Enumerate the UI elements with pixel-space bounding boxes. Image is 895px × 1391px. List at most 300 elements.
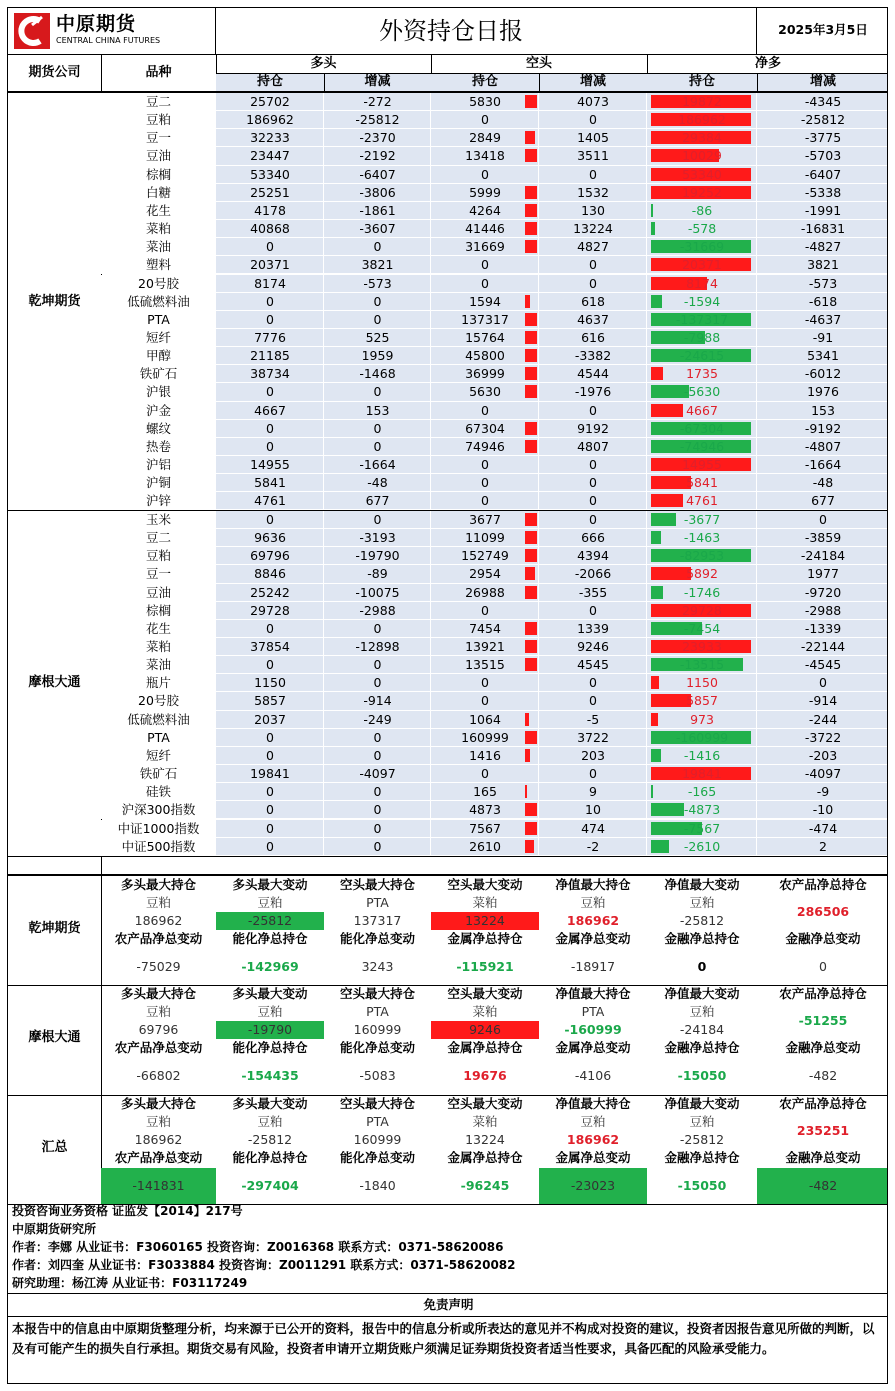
summary-heading: 多头最大变动 [232,986,308,1002]
value-cell [757,565,888,583]
value-cell [757,184,888,202]
value-text: -4827 [804,239,842,255]
summary-value: 137317 [353,912,402,928]
value-text: 666 [581,530,605,546]
summary-variety: 豆粕 [257,894,283,910]
value-text: -67304 [679,420,725,436]
value-text: 4178 [254,202,286,218]
value-text: -7454 [683,620,721,636]
summary-variety: 豆粕 [689,894,715,910]
summary-heading: 金融净总变动 [785,930,861,946]
summary-heading: 农产品净总变动 [114,930,203,946]
value-cell [757,783,888,801]
value-cell [324,383,431,401]
value-cell [647,656,757,674]
summary-variety: 菜粕 [472,1113,498,1129]
table-row [101,474,888,492]
summary-heading: 空头最大变动 [447,1095,523,1111]
value-text: 9 [589,784,597,800]
value-text: -2192 [359,148,396,164]
variety-label: 低硫燃料油 [127,711,190,727]
value-cell [324,365,431,383]
variety-label: 菜粕 [145,221,171,237]
value-text: 0 [481,275,489,291]
value-text: -3806 [359,184,396,200]
variety-label: 棕榈 [145,166,171,182]
table-row [101,492,888,510]
value-text: 0 [481,693,489,709]
value-text: 677 [365,493,390,509]
value-text: 0 [589,602,597,618]
summary-value: 235251 [796,1122,850,1138]
value-cell [647,238,757,256]
value-text: 40868 [250,221,290,237]
value-text: 0 [266,438,274,454]
value-cell [324,801,431,819]
value-cell [539,420,647,438]
variety-name [101,529,216,547]
value-text: 0 [589,675,597,691]
value-text: -5338 [804,184,842,200]
value-cell [216,293,324,311]
value-cell [757,202,888,220]
value-cell [431,584,539,602]
value-cell [324,547,431,565]
value-text: -4873 [683,802,721,818]
value-cell [757,747,888,765]
variety-name [101,275,216,293]
value-cell [539,202,647,220]
variety-label: 塑料 [145,257,171,273]
value-text: 4827 [577,239,609,255]
value-cell [431,602,539,620]
value-text: 1405 [577,130,609,146]
header-long-pos: 持仓 [256,74,283,89]
value-cell [757,166,888,184]
value-cell [539,166,647,184]
value-cell [216,238,324,256]
value-text: 74946 [465,438,505,454]
value-cell [431,184,539,202]
value-text: 0 [266,420,274,436]
author-1: 作者：李娜 从业证书：F3060165 投资咨询：Z0016368 联系方式：0371-58620086 [12,1240,504,1254]
value-cell [431,474,539,492]
value-text: 37854 [250,639,290,654]
summary-variety: 豆粕 [145,894,171,910]
variety-label: 铁矿石 [139,766,178,782]
value-text: 0 [481,766,489,782]
value-text: 9192 [577,420,609,436]
summary-value: -18917 [570,958,616,974]
summary-heading: 净值最大变动 [664,986,740,1002]
summary-value: -5083 [359,1068,396,1084]
value-text: 0 [481,166,489,182]
value-cell [324,565,431,583]
summary-value: 160999 [353,1022,402,1038]
value-cell [539,147,647,165]
variety-label: 沪铝 [145,457,171,472]
value-cell [216,765,324,783]
table-row [101,656,888,674]
value-cell [757,765,888,783]
value-text: 32233 [250,130,290,146]
table-row [101,692,888,710]
value-text: -31669 [679,239,725,255]
value-text: -914 [363,693,392,709]
variety-label: 20号胶 [138,693,179,709]
value-text: 0 [266,239,274,255]
value-cell [324,329,431,347]
value-text: -6012 [804,366,842,382]
variety-label: 铁矿石 [139,366,178,382]
variety-name [101,184,216,202]
value-text: -160999 [675,729,729,745]
value-cell [431,456,539,474]
value-text: -9 [816,784,830,800]
logo-subtext: CENTRAL CHINA FUTURES [56,36,161,45]
value-cell [431,547,539,565]
value-text: 5999 [469,184,501,200]
value-text: 152749 [461,548,509,564]
summary-heading: 能化净总变动 [339,930,415,946]
value-cell [539,293,647,311]
value-text: -4637 [804,311,842,327]
summary-variety: 豆粕 [689,1004,715,1020]
value-text: 0 [589,402,597,418]
value-text: 0 [589,475,597,491]
value-cell [647,765,757,783]
value-text: 160999 [461,729,509,745]
value-text: 0 [373,729,382,745]
value-cell [539,729,647,747]
value-cell [757,801,888,819]
value-text: -48 [367,475,388,491]
table-row [101,674,888,692]
variety-name [101,383,216,401]
variety-label: 沪铜 [145,475,171,491]
value-cell [647,147,757,165]
value-cell [757,129,888,147]
value-cell [324,529,431,547]
variety-name [101,711,216,729]
value-cell [431,420,539,438]
summary-heading: 能化净总持仓 [232,930,308,946]
value-cell [216,474,324,492]
summary-variety: 豆粕 [145,1004,171,1020]
value-cell [647,474,757,492]
value-cell [431,692,539,710]
table-row [101,438,888,456]
variety-name [101,620,216,638]
value-text: -10075 [355,584,400,600]
value-text: 0 [819,675,827,691]
summary-company: 乾坤期货 [28,920,81,936]
value-text: 53340 [250,166,290,182]
value-cell [324,184,431,202]
variety-label: 沪锌 [145,493,171,509]
value-cell [216,184,324,202]
value-text: -25812 [355,112,400,128]
variety-label: 沪深300指数 [121,802,196,818]
value-text: 15764 [465,329,505,345]
summary-value: 19676 [463,1068,507,1084]
value-text: 53340 [682,166,722,182]
value-cell [757,620,888,638]
value-cell [216,202,324,220]
value-cell [647,166,757,184]
value-text: 3821 [807,257,839,273]
value-text: -24615 [679,348,725,364]
value-text: 0 [589,493,597,509]
summary-heading: 净值最大持仓 [555,1095,631,1111]
value-text: 0 [819,511,827,527]
table-row [101,747,888,765]
value-cell [431,402,539,420]
author-2: 作者：刘四奎 从业证书：F3033884 投资咨询：Z0011291 联系方式：0371-58620082 [12,1258,516,1272]
value-text: 0 [589,166,597,182]
value-text: 203 [581,747,605,763]
value-cell [647,202,757,220]
value-text: 137317 [461,311,509,327]
variety-name [101,147,216,165]
value-text: -249 [363,711,392,727]
variety-label: 菜油 [145,657,171,673]
summary-variety: PTA [366,1113,389,1129]
value-cell [324,692,431,710]
summary-value: -1840 [359,1177,396,1193]
value-cell [539,347,647,365]
summary-value: 0 [697,958,707,974]
value-text: 0 [373,784,382,800]
value-text: 4073 [577,94,609,109]
value-text: 2037 [254,711,286,727]
value-cell [216,547,324,565]
summary-value: -23023 [570,1177,616,1193]
qualification: 投资咨询业务资格 证监发【2014】217号 [12,1204,243,1218]
value-text: -1976 [574,384,612,400]
value-cell [647,129,757,147]
value-cell [647,584,757,602]
variety-name [101,402,216,420]
variety-name [101,820,216,838]
value-text: -7988 [683,329,721,345]
summary-value: 9246 [469,1022,501,1038]
value-cell [216,329,324,347]
value-text: 2849 [469,130,501,146]
variety-label: 菜油 [145,239,171,255]
value-text: 13224 [573,221,613,237]
value-cell [324,220,431,238]
summary-variety: 豆粕 [257,1113,283,1129]
summary-heading: 多头最大持仓 [120,876,196,892]
value-text: 13515 [465,657,505,673]
value-cell [324,783,431,801]
value-text: 0 [481,402,489,418]
variety-label: 沪金 [145,402,171,418]
table-row [101,365,888,383]
summary-heading: 农产品净总持仓 [779,986,867,1002]
value-cell [539,256,647,274]
value-text: -3677 [683,511,721,527]
variety-name [101,729,216,747]
disclaimer-text: 本报告中的信息由中原期货整理分析，均来源于已公开的资料，报告中的信息分析或所表达的意见并不构成对投资的建议，投资者因报告意见所做的判断，以及有可能产生的损失自行承担。期货交易有风险，投资者申请开立期货账户须满足证券期货投资者适当性要求，具备匹配的风险承受能力。 [12,1321,875,1356]
summary-value: -160999 [564,1022,622,1038]
value-cell [647,456,757,474]
header-variety: 品种 [145,65,172,80]
value-text: -1861 [359,202,396,218]
value-cell [539,474,647,492]
table-row [101,166,888,184]
value-cell [757,111,888,129]
value-text: 0 [589,275,597,291]
value-cell [431,111,539,129]
table-row [101,329,888,347]
summary-heading: 多头最大变动 [232,876,308,892]
value-text: 5630 [469,384,501,400]
value-cell [324,275,431,293]
value-cell [216,692,324,710]
variety-label: 中证1000指数 [117,820,200,836]
value-text: 10029 [682,148,722,164]
value-text: -1594 [683,293,721,309]
value-text: 0 [373,420,382,436]
table-row [101,311,888,329]
value-text: -3859 [804,530,842,546]
summary-value: -482 [808,1177,838,1193]
value-cell [647,602,757,620]
value-cell [216,383,324,401]
value-cell [216,511,324,529]
value-cell [216,747,324,765]
value-text: 13418 [465,148,505,164]
value-text: 4667 [686,402,718,418]
report-date: 2025年3月5日 [778,22,868,37]
value-cell [757,293,888,311]
summary-value: -96245 [460,1177,510,1193]
variety-name [101,838,216,856]
value-text: 7776 [254,329,286,345]
variety-label: 豆一 [145,130,171,146]
value-cell [757,820,888,838]
variety-label: 短纤 [145,747,171,763]
value-cell [539,692,647,710]
value-cell [324,256,431,274]
value-text: 4545 [577,657,609,673]
value-text: 0 [481,602,489,618]
value-cell [431,166,539,184]
value-text: 20371 [250,257,290,273]
table-row [101,111,888,129]
value-text: -244 [808,711,838,727]
table-row [101,220,888,238]
variety-name [101,565,216,583]
value-text: -203 [808,747,838,763]
value-text: 29728 [682,602,722,618]
value-cell [431,238,539,256]
value-cell [647,492,757,510]
value-cell [757,838,888,856]
value-text: 0 [266,747,274,763]
variety-name [101,456,216,474]
value-cell [647,111,757,129]
value-cell [324,93,431,111]
value-text: 0 [589,693,597,709]
table-header [8,55,888,91]
value-text: -3607 [359,221,396,237]
summary-variety: 豆粕 [257,1004,283,1020]
table-row [101,620,888,638]
research-assistant: 研究助理：杨江涛 从业证书：F03117249 [12,1276,248,1290]
value-cell [431,820,539,838]
value-cell [216,420,324,438]
value-cell [539,184,647,202]
table-row [101,584,888,602]
value-text: 0 [589,511,597,527]
value-cell [324,129,431,147]
value-text: -3722 [804,729,842,745]
footer [8,1200,888,1384]
variety-label: 沪银 [145,384,171,400]
table-row [101,638,888,656]
value-text: 31669 [465,239,505,255]
value-cell [324,838,431,856]
value-cell [647,692,757,710]
value-text: -1664 [804,457,842,472]
value-cell [431,256,539,274]
value-text: -578 [687,221,717,237]
variety-name [101,220,216,238]
value-text: 8174 [254,275,286,291]
table-row [101,275,888,293]
value-text: 7567 [469,820,501,836]
value-text: -86 [691,202,713,218]
value-text: 19872 [682,94,722,109]
value-cell [216,729,324,747]
value-cell [216,674,324,692]
variety-name [101,111,216,129]
value-cell [216,402,324,420]
variety-name [101,365,216,383]
variety-label: 中证500指数 [121,838,196,854]
value-text: 29728 [250,602,290,618]
report-title: 外资持仓日报 [379,17,523,45]
value-cell [757,711,888,729]
table-row [101,529,888,547]
value-cell [431,202,539,220]
summary-value: 186962 [566,912,620,928]
summary-heading: 金属净总持仓 [447,930,523,946]
variety-name [101,474,216,492]
value-cell [324,511,431,529]
value-cell [324,747,431,765]
value-text: 0 [373,802,382,818]
value-text: -25812 [800,112,846,128]
value-text: 4761 [254,493,286,509]
value-cell [216,256,324,274]
value-text: -618 [808,293,838,309]
value-cell [539,656,647,674]
variety-name [101,602,216,620]
variety-name [101,656,216,674]
value-text: 4761 [686,493,718,509]
value-text: 5341 [807,348,839,364]
summary-value: 286506 [796,903,850,919]
value-cell [431,529,539,547]
summary-variety: 豆粕 [145,1113,171,1129]
value-cell [647,256,757,274]
summary-value: -297404 [241,1177,299,1193]
value-text: 5841 [254,475,286,491]
